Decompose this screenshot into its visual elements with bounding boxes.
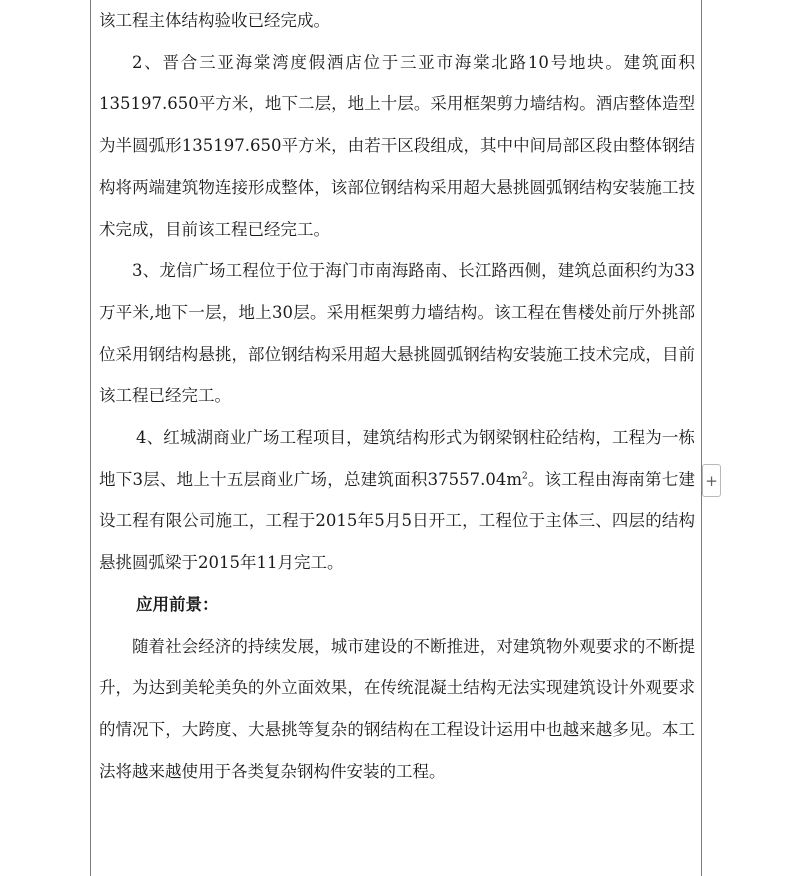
paragraph-prospects: 随着社会经济的持续发展，城市建设的不断推进，对建筑物外观要求的不断提升，为达到美轮美奂的外立面效果，在传统混凝土结构无法实现建筑设计外观要求的情况下，大跨度、大悬挑等复杂的钢结构在工程设计运用中也越来越多见。本工法将越来越使用于各类复杂钢构件安装的工程。 xyxy=(99,636,695,781)
section-heading-prospects: 应用前景： xyxy=(136,594,219,614)
project-4-text-start: 4、红城湖商业广场工程项目，建筑结构形式为钢梁钢柱砼结构，工程为一栋地下3层、地上十五层商业广场，总建筑面积37557.04m xyxy=(99,428,695,489)
paragraph-completion-note: 该工程主体结构验收已经完成。 xyxy=(99,11,330,30)
paragraph-project-4 xyxy=(99,417,695,584)
plus-icon: + xyxy=(705,471,718,490)
project-4-text-end: 。该工程由海南第七建设工程有限公司施工，工程于2015年5月5日开工，工程位于主体三、四层的结构悬挑圆弧梁于2015年11月完工。 xyxy=(99,469,696,573)
paragraph-project-2: 2、晋合三亚海棠湾度假酒店位于三亚市海棠北路10号地块。建筑面积135197.650平方米，地下二层，地上十层。采用框架剪力墙结构。酒店整体造型为半圆弧形135197.650平方米，由若干区段组成，其中中间局部区段由整体钢结构将两端建筑物连接形成整体，该部位钢结构采用超大悬挑圆弧钢结构安装施工技术完成，目前该工程已经完工。 xyxy=(99,52,695,239)
add-side-button[interactable] xyxy=(702,464,721,497)
document-body xyxy=(99,0,695,792)
paragraph-project-3: 3、龙信广场工程位于位于海门市南海路南、长江路西侧，建筑总面积约为33万平米,地下一层，地上30层。采用框架剪力墙结构。该工程在售楼处前厅外挑部位采用钢结构悬挑，部位钢结构采用超大悬挑圆弧钢结构安装施工技术完成，目前该工程已经完工。 xyxy=(99,261,695,406)
document-page xyxy=(90,0,702,876)
area-unit-superscript: 2 xyxy=(521,471,528,482)
